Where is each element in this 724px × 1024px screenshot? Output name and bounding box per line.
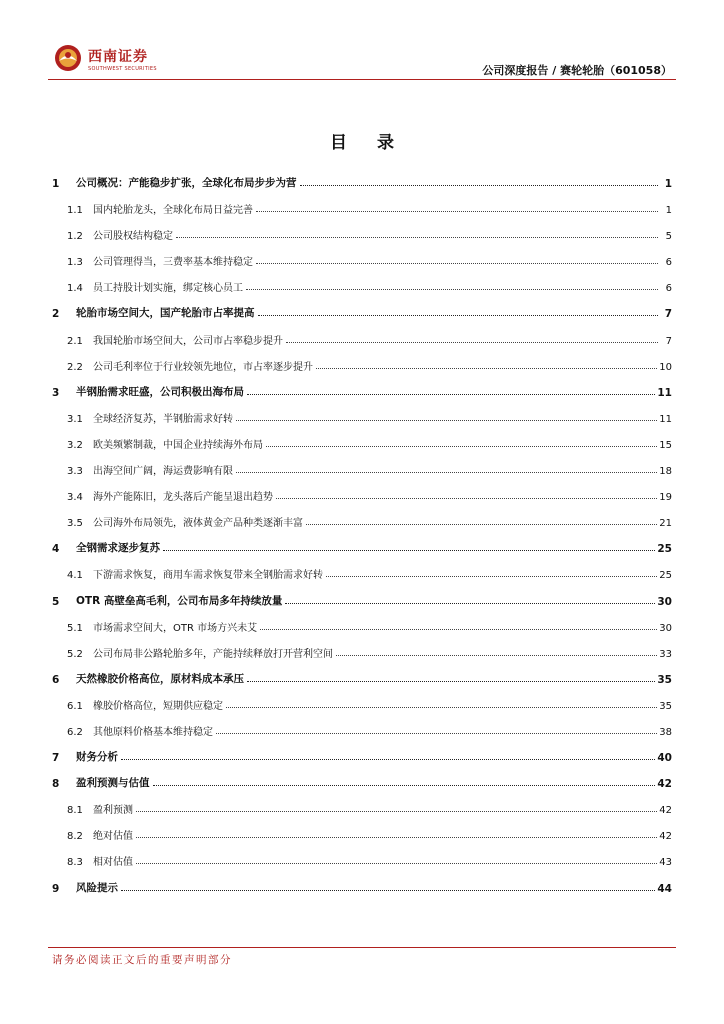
toc-page-number: 30 (659, 622, 672, 634)
toc-entry-number: 2 (52, 308, 60, 321)
toc-entry-title: 市场需求空间大，OTR 市场方兴未艾 (93, 622, 258, 634)
toc-dot-leader (286, 342, 658, 343)
toc-page-number: 25 (659, 570, 672, 582)
toc-page-number: 11 (659, 413, 672, 425)
toc-page-number: 35 (659, 700, 672, 712)
toc-section-entry[interactable] (52, 222, 672, 242)
toc-page-number: 19 (659, 492, 672, 504)
toc-page-number: 21 (659, 518, 672, 530)
toc-entry-title: 公司股权结构稳定 (93, 231, 173, 243)
toc-entry-title: 财务分析 (76, 751, 118, 764)
page-header (0, 0, 724, 82)
toc-entry-title: 相对估值 (93, 857, 133, 869)
toc-page-number: 7 (664, 308, 672, 321)
toc-entry-number: 3.4 (67, 492, 83, 504)
toc-entry-number: 1.3 (67, 257, 83, 269)
toc-entry-number: 2.2 (67, 361, 83, 373)
toc-entry-number: 5 (52, 595, 60, 608)
toc-section-entry[interactable] (52, 614, 672, 634)
logo-chinese-name: 西南证券 (88, 49, 148, 65)
logo-english-name: SOUTHWEST SECURITIES (88, 66, 157, 72)
toc-dot-leader (256, 211, 658, 212)
toc-entry-title: 其他原料价格基本维持稳定 (93, 726, 213, 738)
toc-page-number: 6 (665, 283, 672, 295)
toc-chapter-entry[interactable] (52, 770, 672, 790)
header-divider (48, 79, 676, 80)
toc-section-entry[interactable] (52, 248, 672, 268)
toc-entry-number: 6.2 (67, 726, 83, 738)
toc-page-number: 1 (664, 178, 672, 190)
toc-page-number: 6 (665, 257, 672, 269)
toc-chapter-entry[interactable] (52, 535, 672, 555)
toc-entry-title: 海外产能陈旧，龙头落后产能呈退出趋势 (93, 492, 273, 504)
toc-entry-title: 公司管理得当，三费率基本维持稳定 (93, 257, 253, 269)
toc-entry-title: OTR 高壁垒高毛利，公司布局多年持续放量 (76, 594, 283, 607)
toc-entry-number: 6 (52, 673, 60, 686)
toc-dot-leader (136, 837, 657, 838)
toc-page-number: 33 (659, 648, 672, 660)
toc-dot-leader (326, 576, 657, 577)
toc-chapter-entry[interactable] (52, 170, 672, 190)
toc-dot-leader (163, 550, 655, 551)
toc-chapter-entry[interactable] (52, 744, 672, 764)
toc-page-number: 10 (659, 361, 672, 373)
toc-section-entry[interactable] (52, 196, 672, 216)
toc-entry-number: 8 (52, 778, 60, 791)
toc-section-entry[interactable] (52, 431, 672, 451)
toc-page-number: 40 (657, 752, 672, 765)
toc-entry-number: 1.4 (67, 283, 83, 295)
toc-page-number: 15 (659, 439, 672, 451)
toc-section-entry[interactable] (52, 509, 672, 529)
toc-entry-number: 1.1 (67, 205, 83, 217)
toc-entry-title: 盈利预测与估值 (76, 777, 150, 790)
toc-dot-leader (258, 315, 659, 316)
toc-dot-leader (276, 498, 657, 499)
toc-entry-title: 公司布局非公路轮胎多年，产能持续释放打开营利空间 (93, 648, 333, 660)
toc-title: 目 录 (330, 133, 406, 153)
toc-entry-number: 3 (52, 386, 60, 399)
toc-entry-number: 3.2 (67, 439, 83, 451)
report-type-label: 公司深度报告 / 赛轮轮胎（601058） (482, 64, 672, 77)
toc-page-number: 7 (665, 335, 672, 347)
toc-dot-leader (247, 394, 655, 395)
toc-section-entry[interactable] (52, 796, 672, 816)
toc-entry-title: 全钢需求逐步复苏 (76, 542, 160, 555)
toc-dot-leader (316, 368, 657, 369)
toc-page-number: 1 (665, 205, 672, 217)
toc-entry-number: 8.2 (67, 831, 83, 843)
toc-entry-number: 1.2 (67, 231, 83, 243)
toc-page-number: 38 (659, 726, 672, 738)
toc-entry-number: 3.5 (67, 518, 83, 530)
toc-entry-title: 轮胎市场空间大，国产轮胎市占率提高 (76, 307, 255, 320)
toc-entry-number: 4 (52, 543, 60, 556)
toc-page-number: 11 (657, 386, 672, 399)
toc-chapter-entry[interactable] (52, 300, 672, 320)
toc-entry-title: 下游需求恢复，商用车需求恢复带来全钢胎需求好转 (93, 570, 323, 582)
company-logo (54, 44, 174, 76)
toc-dot-leader (121, 759, 655, 760)
toc-entry-title: 欧美频繁制裁，中国企业持续海外布局 (93, 439, 263, 451)
toc-page-number: 43 (659, 857, 672, 869)
toc-entry-title: 盈利预测 (93, 805, 133, 817)
toc-page-number: 25 (657, 543, 672, 556)
toc-section-entry[interactable] (52, 327, 672, 347)
toc-entry-title: 半钢胎需求旺盛，公司积极出海布局 (76, 385, 244, 398)
toc-entry-number: 1 (52, 178, 60, 190)
toc-page-number: 5 (665, 231, 672, 243)
toc-entry-title: 公司毛利率位于行业较领先地位，市占率逐步提升 (93, 361, 313, 373)
toc-page-number: 18 (659, 466, 672, 478)
toc-entry-number: 8.3 (67, 857, 83, 869)
toc-dot-leader (236, 420, 657, 421)
toc-dot-leader (153, 785, 656, 786)
toc-dot-leader (226, 707, 657, 708)
toc-dot-leader (236, 472, 657, 473)
toc-entry-number: 5.1 (67, 622, 83, 634)
toc-dot-leader (136, 811, 657, 812)
toc-entry-title: 绝对估值 (93, 831, 133, 843)
toc-entry-title: 风险提示 (76, 881, 118, 894)
toc-page-number: 42 (657, 778, 672, 791)
toc-entry-title: 国内轮胎龙头，全球化布局日益完善 (93, 205, 253, 217)
toc-entry-number: 2.1 (67, 335, 83, 347)
logo-emblem-icon (54, 44, 82, 72)
toc-section-entry[interactable] (52, 274, 672, 294)
toc-dot-leader (300, 185, 659, 186)
toc-page-number: 44 (657, 882, 672, 895)
toc-entry-number: 4.1 (67, 570, 83, 582)
footer-divider (48, 947, 676, 948)
toc-section-entry[interactable] (52, 405, 672, 425)
toc-chapter-entry[interactable] (52, 666, 672, 686)
toc-entry-number: 3.3 (67, 466, 83, 478)
toc-section-entry[interactable] (52, 640, 672, 660)
toc-section-entry[interactable] (52, 561, 672, 581)
toc-dot-leader (336, 655, 657, 656)
toc-entry-title: 天然橡胶价格高位，原材料成本承压 (76, 672, 244, 685)
toc-section-entry[interactable] (52, 483, 672, 503)
toc-page-number: 35 (657, 673, 672, 686)
toc-entry-number: 8.1 (67, 805, 83, 817)
toc-dot-leader (121, 890, 655, 891)
toc-dot-leader (306, 524, 657, 525)
toc-dot-leader (136, 863, 657, 864)
toc-chapter-entry[interactable] (52, 588, 672, 608)
toc-dot-leader (285, 603, 655, 604)
toc-section-entry[interactable] (52, 692, 672, 712)
toc-dot-leader (246, 289, 658, 290)
toc-entry-number: 5.2 (67, 648, 83, 660)
toc-page-number: 42 (659, 805, 672, 817)
toc-entry-title: 全球经济复苏，半钢胎需求好转 (93, 413, 233, 425)
toc-entry-number: 9 (52, 882, 60, 895)
toc-dot-leader (216, 733, 657, 734)
toc-dot-leader (256, 263, 658, 264)
toc-dot-leader (266, 446, 657, 447)
toc-entry-title: 出海空间广阔，海运费影响有限 (93, 466, 233, 478)
toc-entry-title: 橡胶价格高位，短期供应稳定 (93, 700, 223, 712)
toc-chapter-entry[interactable] (52, 379, 672, 399)
toc-page-number: 30 (657, 595, 672, 608)
toc-chapter-entry[interactable] (52, 875, 672, 895)
toc-entry-title: 员工持股计划实施，绑定核心员工 (93, 283, 243, 295)
toc-entry-number: 6.1 (67, 700, 83, 712)
toc-entry-title: 公司海外布局领先，液体黄金产品种类逐渐丰富 (93, 518, 303, 530)
toc-page-number: 42 (659, 831, 672, 843)
table-of-contents (52, 170, 672, 901)
toc-entry-number: 7 (52, 752, 60, 765)
toc-dot-leader (176, 237, 658, 238)
toc-section-entry[interactable] (52, 848, 672, 868)
toc-section-entry[interactable] (52, 718, 672, 738)
toc-dot-leader (260, 629, 657, 630)
toc-dot-leader (247, 681, 655, 682)
disclaimer-note: 请务必阅读正文后的重要声明部分 (52, 954, 232, 966)
toc-entry-number: 3.1 (67, 413, 83, 425)
toc-entry-title: 公司概况：产能稳步扩张，全球化布局步步为营 (76, 177, 297, 189)
toc-entry-title: 我国轮胎市场空间大，公司市占率稳步提升 (93, 335, 283, 347)
toc-section-entry[interactable] (52, 457, 672, 477)
toc-section-entry[interactable] (52, 353, 672, 373)
toc-section-entry[interactable] (52, 822, 672, 842)
